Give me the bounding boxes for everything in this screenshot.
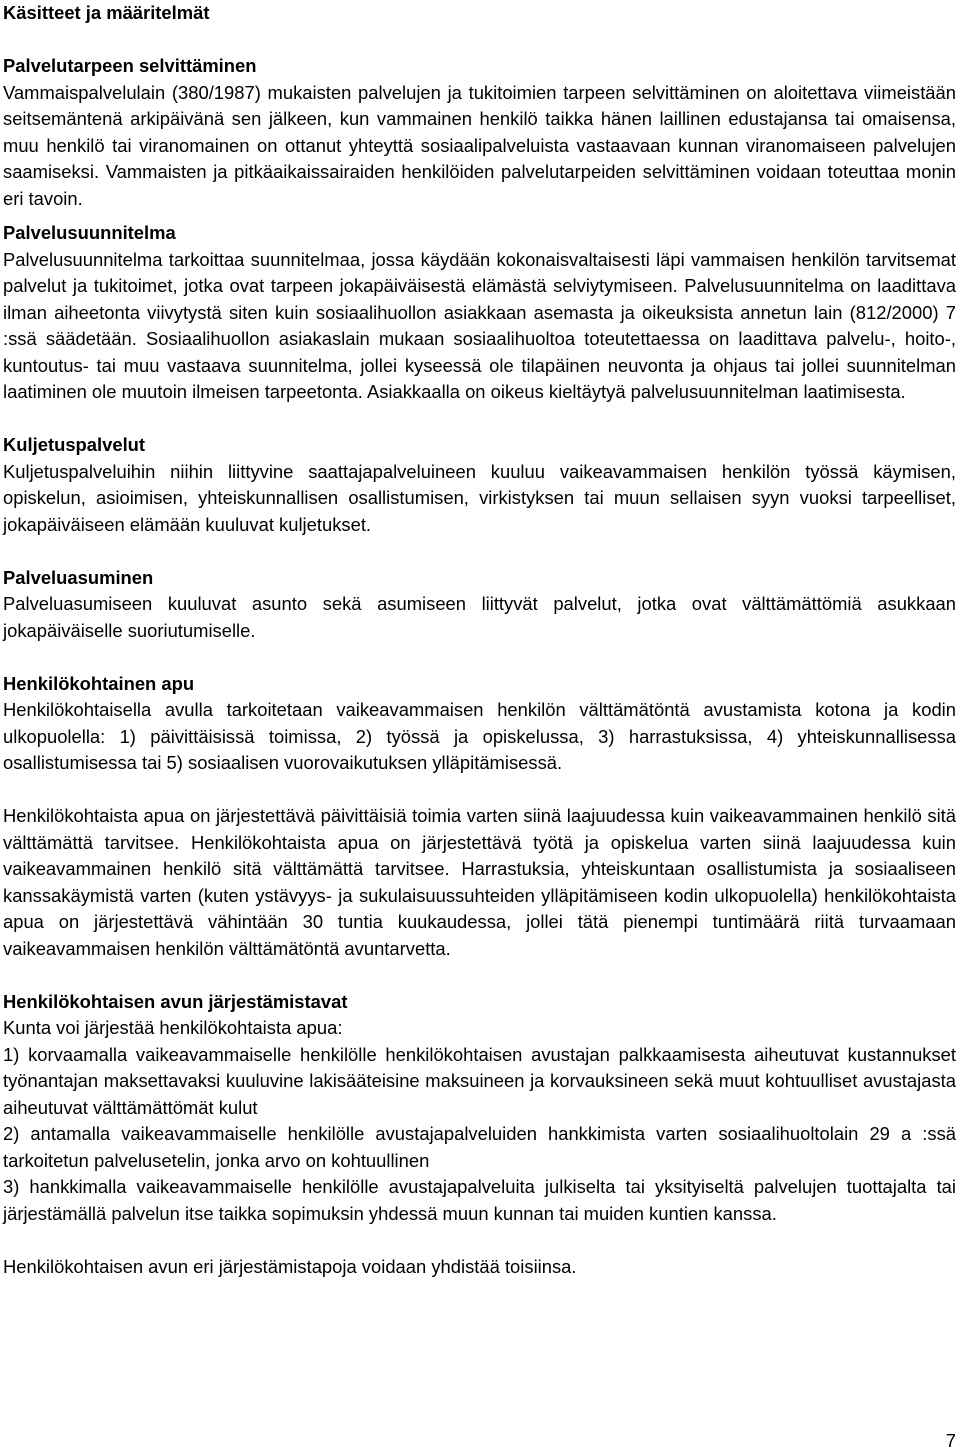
spacer [3, 538, 956, 565]
paragraph: Henkilökohtaisella avulla tarkoitetaan vaikeavammaisen henkilön välttämätöntä avustamista kotona ja kodin ulkopuolella: 1) päivittäisissä toimissa, 2) työssä ja opiskelussa, 3) harrastuksissa, 4) yhteiskunnallisessa osallistumisessa tai 5) sosiaalisen vuorovaikutuksen ylläpitämisessä. [3, 699, 956, 773]
spacer [3, 406, 956, 433]
section-heading: Henkilökohtaisen avun järjestämistavat [3, 990, 348, 1012]
section-henkilokohtaisen-avun-jarjestamistavat [3, 989, 956, 1281]
spacer [3, 1227, 956, 1254]
spacer [3, 962, 956, 989]
section-heading: Kuljetuspalvelut [3, 434, 146, 455]
paragraph: Henkilökohtaista apua on järjestettävä päivittäisiä toimia varten siinä laajuudessa kuin vaikeavammainen henkilö sitä välttämättä tarvitsee. Henkilökohtaista apua on järjestettävä työtä ja opiskelua varten siinä laajuudessa kuin vaikeavammainen henkilö sitä välttämättä tarvitsee. Harrastuksia, yhteiskuntaan osallistumista ja sosiaaliseen kanssakäymistä varten (kuten ystävyys- ja sukulaisuussuhteiden ylläpitämiseen kodin ulkopuolella) henkilökohtaista apua on järjestettävä vähintään 30 tuntia kuukaudessa, jollei tätä pienempi tuntimäärä riitä turvaamaan vaikeavammaisen henkilön välttämätöntä avuntarvetta. [3, 805, 956, 959]
section-henkilokohtainen-apu [3, 671, 956, 963]
section-heading: Henkilökohtainen apu [3, 672, 195, 694]
list-item: 1) korvaamalla vaikeavammaiselle henkilölle henkilökohtaisen avustajan palkkaamisesta aiheutuvat kustannukset työnantajan maksettavaksi kuuluvine lakisääteisine maksuineen ja korvauksineen sekä muut kohtuulliset avustajasta aiheutuvat välttämättömät kulut [3, 1043, 956, 1118]
paragraph: Palveluasumiseen kuuluvat asunto sekä asumiseen liittyvät palvelut, jotka ovat välttämättömiä asukkaan jokapäiväiselle suoriutumiselle. [3, 593, 956, 641]
paragraph: Kuljetuspalveluihin niihin liittyvine saattajapalveluineen kuuluu vaikeavammaisen henkilön työssä käymisen, opiskelun, asioimisen, yhteiskunnallisen osallistumisen, virkistyksen tai muun sellaisen syyn vuoksi tarpeelliset, jokapäiväiseen elämään kuuluvat kuljetukset. [3, 460, 956, 535]
section-heading: Palvelusuunnitelma [3, 222, 176, 243]
list-intro: Kunta voi järjestää henkilökohtaista apua: [3, 1017, 343, 1038]
list-item: 2) antamalla vaikeavammaiselle henkilölle avustajapalveluiden hankkimista varten sosiaalihuoltolain 29 a :ssä tarkoitetun palvelusetelin, jonka arvo on kohtuullinen [3, 1123, 956, 1171]
page-number: 7 [945, 1430, 956, 1451]
paragraph: Vammaispalvelulain (380/1987) mukaisten palvelujen ja tukitoimien tarpeen selvittäminen on aloitettava viimeistään seitsemäntenä arkipäivänä sen jälkeen, kun vammainen henkilö taikka hänen laillinen edustajansa tai omaisensa, muu henkilö tai viranomainen on ottanut yhteyttä sosiaalipalveluista vastaavaan kunnan viranomaiseen palvelujen saamiseksi. Vammaisten ja pitkäaikaissairaiden henkilöiden palvelutarpeiden selvittäminen voidaan toteuttaa monin eri tavoin. [3, 81, 956, 209]
section-heading: Palvelutarpeen selvittäminen [3, 55, 257, 76]
section-palveluasuminen [3, 565, 956, 645]
document-title: Käsitteet ja määritelmät [3, 2, 210, 23]
section-kuljetuspalvelut [3, 432, 956, 538]
section-palvelusuunnitelma [3, 220, 956, 406]
section-heading: Palveluasuminen [3, 566, 154, 588]
arrangement-list [3, 1042, 956, 1228]
document-body [3, 0, 956, 1280]
spacer [3, 777, 956, 804]
paragraph: Palvelusuunnitelma tarkoittaa suunnitelmaa, jossa käydään kokonaisvaltaisesti läpi vammaisen henkilön tarvitsemat palvelut ja tukitoimet, jotka ovat tarpeen jokapäiväisestä elämästä selviytymiseen. Palvelusuunnitelma on laadittava ilman aiheetonta viivytystä siten kuin sosiaalihuollon asiakkaan asemasta ja oikeuksista annetun lain (812/2000) 7 :ssä säädetään. Sosiaalihuollon asiakaslain mukaan sosiaalihuoltoa toteutettaessa on laadittava palvelu-, hoito-, kuntoutus- tai muu vastaava suunnitelma, jollei kyseessä ole tilapäinen neuvonta ja ohjaus tai jollei suunnitelman laatiminen ole muutoin ilmeisen tarpeetonta. Asiakkaalla on oikeus kieltäytyä palvelusuunnitelman laatimisesta. [3, 248, 956, 402]
closing-paragraph: Henkilökohtaisen avun eri järjestämistapoja voidaan yhdistää toisiinsa. [3, 1255, 577, 1277]
spacer [3, 27, 956, 54]
spacer [3, 644, 956, 671]
section-palvelutarpeen-selvittaminen [3, 53, 956, 212]
list-item: 3) hankkimalla vaikeavammaiselle henkilölle avustajapalveluita julkiselta tai yksityiseltä palvelujen tuottajalta tai järjestämällä palvelun itse taikka sopimuksin yhdessä muun kunnan tai muiden kuntien kanssa. [3, 1176, 956, 1224]
